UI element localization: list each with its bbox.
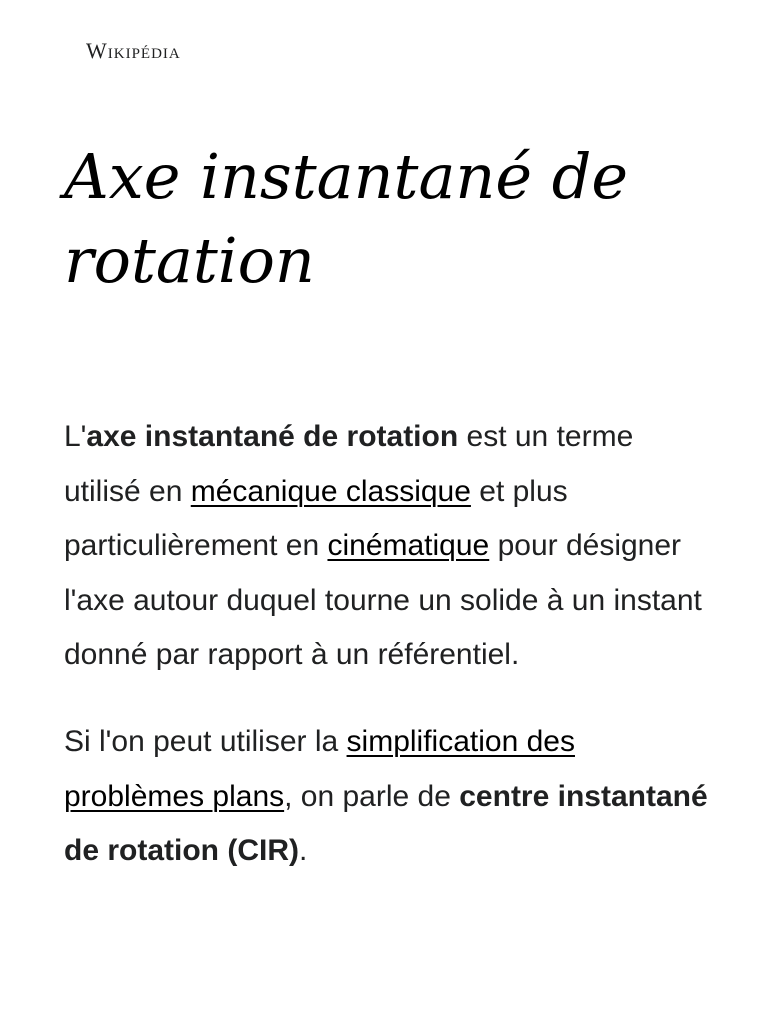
link-cinematique[interactable]: cinématique [327, 529, 490, 563]
link-mecanique-classique[interactable]: mécanique classique [190, 474, 471, 508]
site-header [86, 36, 181, 66]
second-paragraph [64, 715, 714, 879]
paragraph-text: . [298, 834, 308, 868]
paragraph-text: est un terme utilisé en [64, 420, 634, 508]
paragraph-text: pour désigner l'axe autour duquel tourne un solide à un instant donné par rapport à un référentiel. [64, 529, 702, 672]
paragraph-text: Si l'on peut utiliser la [64, 724, 347, 758]
page-title: Axe instantané de rotation [64, 140, 629, 297]
paragraph-text: , on parle de [284, 779, 460, 813]
paragraph-text: et plus particulièrement en [64, 474, 568, 563]
bold-term: centre instantané de rotation (CIR) [64, 779, 708, 868]
paragraph-text: L' [64, 420, 87, 453]
bold-term: axe instantané de rotation [86, 420, 459, 453]
intro-paragraph [64, 410, 714, 683]
wikipedia-wordmark[interactable]: Wikipédia [86, 38, 181, 63]
link-simplification-problemes-plans[interactable]: simplification des problèmes plans [64, 724, 575, 813]
article-body [64, 410, 714, 911]
